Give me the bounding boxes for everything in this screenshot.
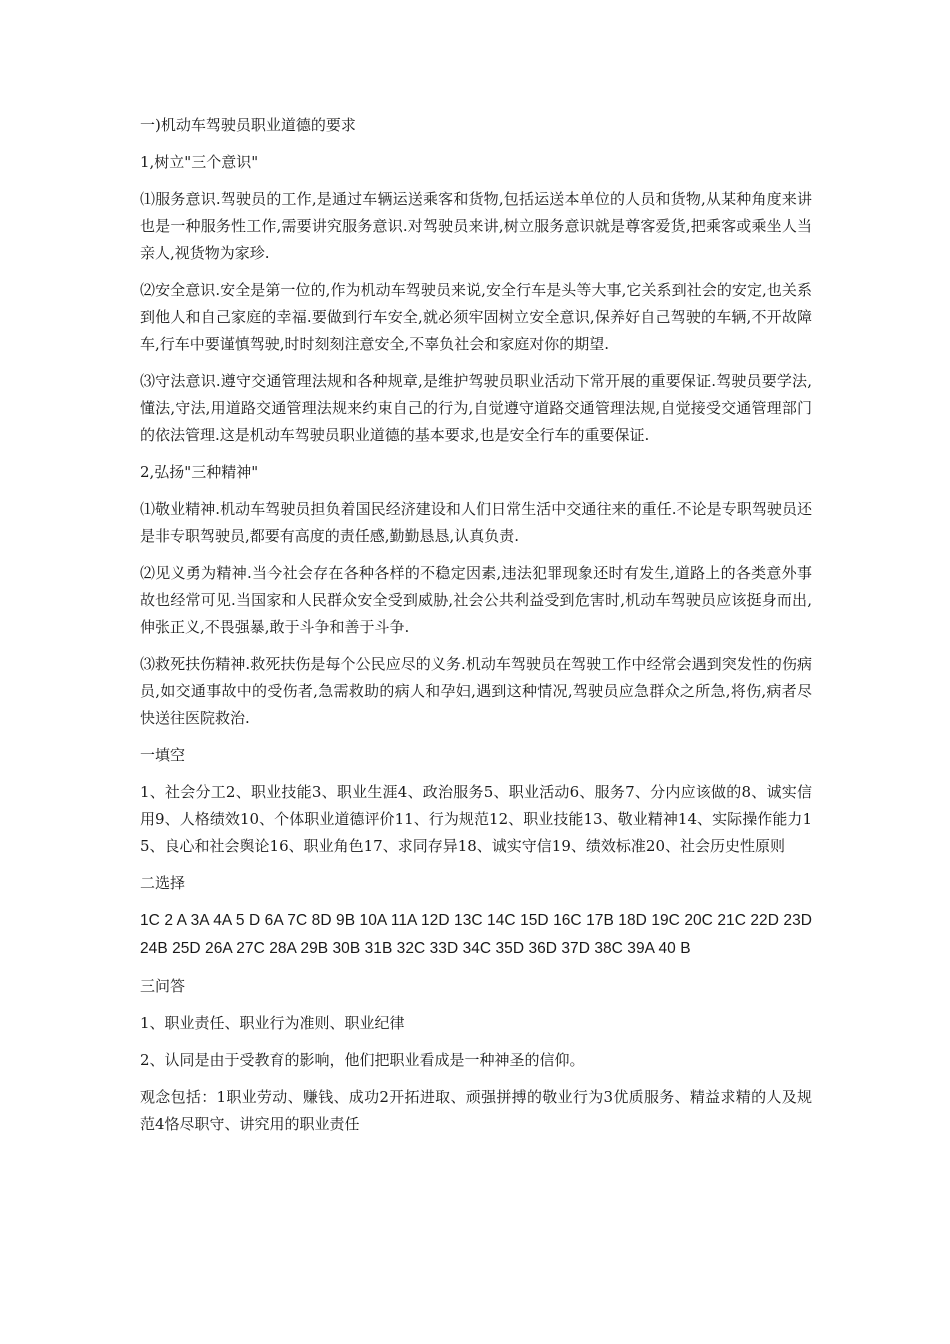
section-heading-choice: 二选择	[140, 874, 186, 892]
section-heading-driver-ethics: 一)机动车驾驶员职业道德的要求	[140, 116, 356, 134]
fill-blank-answers: 1、社会分工2、职业技能3、职业生涯4、政治服务5、职业活动6、服务7、分内应该做的8、诚实信用9、人格绩效10、个体职业道德评价11、行为规范12、职业技能13、敬业精神14、实际操作能力15、良心和社会舆论16、职业角色17、求同存异18、诚实守信19、绩效标准20、社会历史性原则	[140, 783, 812, 855]
paragraph-bravery-spirit: ⑵见义勇为精神.当今社会存在各种各样的不稳定因素,违法犯罪现象还时有发生,道路上的各类意外事故也经常可见.当国家和人民群众安全受到威胁,社会公共利益受到危害时,机动车驾驶员应该挺身而出,伸张正义,不畏强暴,敢于斗争和善于斗争.	[140, 564, 812, 636]
paragraph-dedication-spirit: ⑴敬业精神.机动车驾驶员担负着国民经济建设和人们日常生活中交通往来的重任.不论是专职驾驶员还是非专职驾驶员,都要有高度的责任感,勤勤恳恳,认真负责.	[140, 500, 812, 545]
qa-answer-concepts: 观念包括：1职业劳动、赚钱、成功2开拓进取、顽强拼搏的敬业行为3优质服务、精益求精的人及规范4恪尽职守、讲究用的职业责任	[140, 1088, 812, 1133]
qa-answer-1: 1、职业责任、职业行为准则、职业纪律	[140, 1014, 405, 1032]
section-heading-qa: 三问答	[140, 977, 186, 995]
subheading-three-spirits: 2,弘扬"三种精神"	[140, 463, 259, 481]
subheading-three-awareness: 1,树立"三个意识"	[140, 153, 259, 171]
document-page	[140, 112, 812, 1148]
paragraph-rescue-spirit: ⑶救死扶伤精神.救死扶伤是每个公民应尽的义务.机动车驾驶员在驾驶工作中经常会遇到突发性的伤病员,如交通事故中的受伤者,急需救助的病人和孕妇,遇到这种情况,驾驶员应急群众之所急,将伤,病者尽快送往医院救治.	[140, 655, 812, 727]
paragraph-safety-awareness: ⑵安全意识.安全是第一位的,作为机动车驾驶员来说,安全行车是头等大事,它关系到社会的安定,也关系到他人和自己家庭的幸福.要做到行车安全,就必须牢固树立安全意识,保养好自己驾驶的车辆,不开故障车,行车中要谨慎驾驶,时时刻刻注意安全,不辜负社会和家庭对你的期望.	[140, 281, 812, 353]
paragraph-law-awareness: ⑶守法意识.遵守交通管理法规和各种规章,是维护驾驶员职业活动下常开展的重要保证.驾驶员要学法,懂法,守法,用道路交通管理法规来约束自己的行为,自觉遵守道路交通管理法规,自觉接受交通管理部门的依法管理.这是机动车驾驶员职业道德的基本要求,也是安全行车的重要保证.	[140, 372, 812, 444]
section-heading-fill-blank: 一填空	[140, 746, 186, 764]
choice-answers: 1C 2 A 3A 4A 5 D 6A 7C 8D 9B 10A 11A 12D 13C 14C 15D 16C 17B 18D 19C 20C 21C 22D 23D 24B 25D 26A 27C 28A 29B 30B 31B 32C 33D 34C 35D 36D 37D 38C 39A 40 B	[140, 912, 812, 957]
qa-answer-2: 2、认同是由于受教育的影响，他们把职业看成是一种神圣的信仰。	[140, 1051, 585, 1069]
paragraph-service-awareness: ⑴服务意识.驾驶员的工作,是通过车辆运送乘客和货物,包括运送本单位的人员和货物,从某种角度来讲也是一种服务性工作,需要讲究服务意识.对驾驶员来讲,树立服务意识就是尊客爱货,把乘客或乘坐人当亲人,视货物为家珍.	[140, 190, 812, 262]
